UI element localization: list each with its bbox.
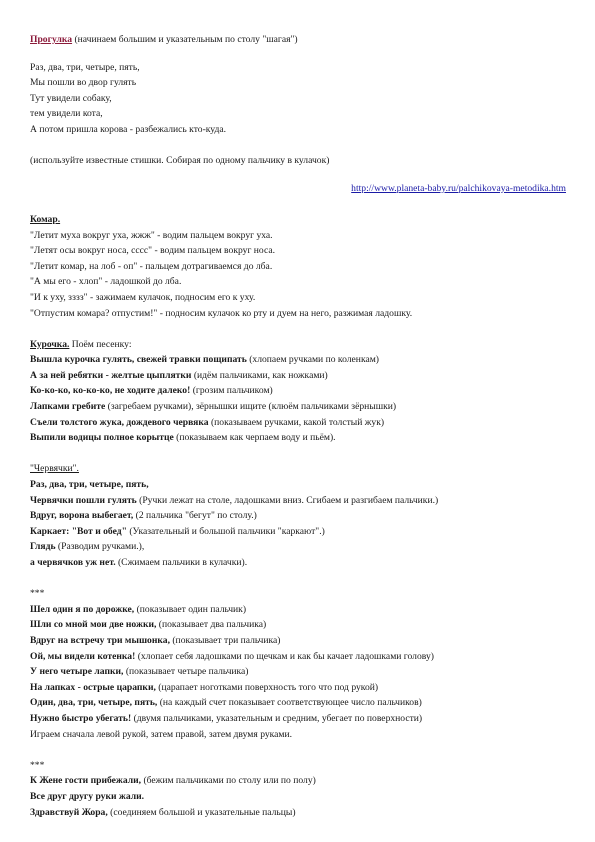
source-link[interactable]: http://www.planeta-baby.ru/palchikovaya-metodika.htm <box>351 182 566 194</box>
path-line: Шли со мной мои две ножки, (показывает два пальчика) <box>30 619 267 631</box>
path-line: Нужно быстро убегать! (двумя пальчиками, указательным и средним, убегает по поверхности) <box>30 712 423 724</box>
hen-line: Лапками гребите (загребаем ручками), зёрнышки ищите (клюём пальчиками зёрнышки) <box>30 401 397 413</box>
mosquito-line: "Летит комар, на лоб - оп" - пальцем дотрагиваемся до лба. <box>30 260 273 272</box>
mosquito-line: "А мы его - хлоп" - ладошкой до лба. <box>30 276 182 288</box>
mosquito-line: "Летят осы вокруг носа, сссс" - водим пальцем вокруг носа. <box>30 245 275 257</box>
section-walk-note: (начинаем большим и указательным по столу "шагая") <box>72 34 298 45</box>
mosquito-line: "Отпустим комара? отпустим!" - подносим кулачок ко рту и дуем на него, разжимая ладошку. <box>30 307 413 319</box>
section-walk-title: Прогулка <box>30 34 73 45</box>
section-guests-heading: *** <box>30 759 45 771</box>
worms-line: а червячков уж нет. (Сжимаем пальчики в кулачки). <box>30 557 248 568</box>
worms-line: Червячки пошли гулять (Ручки лежат на столе, ладошками вниз. Сгибаем и разгибаем пальчики.) <box>30 494 439 506</box>
poem-line: Мы пошли во двор гулять <box>30 77 137 89</box>
poem-line: А потом пришла корова - разбежались кто-куда. <box>30 123 227 135</box>
worms-line: Каркает: "Вот и обед" (Указательный и большой пальчики "каркают".) <box>30 525 325 537</box>
hen-line: Ко-ко-ко, ко-ко-ко, не ходите далеко! (грозим пальчиком) <box>30 385 273 397</box>
path-line: Вдруг на встречу три мышонка, (показывает три пальчика) <box>30 634 281 646</box>
section-hen-heading <box>30 337 570 353</box>
usage-note: (используйте известные стишки. Собирая по одному пальчику в кулачок) <box>30 155 330 167</box>
worms-line: Раз, два, три, четыре, пять, <box>30 479 149 491</box>
worms-line: Глядь (Разводим ручками.), <box>30 541 145 553</box>
guests-line: К Жене гости прибежали, (бежим пальчиками по столу или по полу) <box>30 775 316 787</box>
path-line: На лапках - острые царапки, (царапает ноготками поверхность того что под рукой) <box>30 681 379 693</box>
hen-line: Съели толстого жука, дождевого червяка (показываем ручками, какой толстый жук) <box>30 416 385 428</box>
path-line: Один, два, три, четыре, пять, (на каждый счет показывает соответствующее число пальчиков) <box>30 697 422 709</box>
source-link-row <box>30 181 570 197</box>
section-path-heading: *** <box>30 588 45 600</box>
poem-line: тем увидели кота, <box>30 108 103 120</box>
path-line: Ой, мы видели котенка! (хлопает себя ладошками по щечкам и как бы качает ладошками голову) <box>30 650 434 662</box>
section-hen-subtitle: Поём песенку: <box>69 338 132 350</box>
path-line: Шел один я по дорожке, (показывает один пальчик) <box>30 603 247 615</box>
section-mosquito-title: Комар. <box>30 213 61 225</box>
guests-line: Здравствуй Жора, (соединяем большой и указательные пальцы) <box>30 806 296 818</box>
section-mosquito-heading <box>30 212 570 228</box>
document-page <box>30 32 570 820</box>
section-hen-title: Курочка. <box>30 338 70 350</box>
hen-line: Выпили водицы полное корытце (показываем как черпаем воду и пьём). <box>30 432 336 444</box>
poem-line: Тут увидели собаку, <box>30 92 112 104</box>
hen-line: Вышла курочка гулять, свежей травки пощипать (хлопаем ручками по коленкам) <box>30 354 379 366</box>
section-worms-heading <box>30 461 570 477</box>
mosquito-line: "И к уху, зззз" - зажимаем кулачок, подносим его к уху. <box>30 291 256 303</box>
mosquito-line: "Летит муха вокруг уха, жжж" - водим пальцем вокруг уха. <box>30 229 273 241</box>
worms-line: Вдруг, ворона выбегает, (2 пальчика "бегут" по столу.) <box>30 510 257 522</box>
hen-line: А за ней ребятки - желтые цыплятки (идём пальчиками, как ножками) <box>30 369 328 381</box>
guests-line: Все друг другу руки жали. <box>30 790 145 802</box>
section-worms-title: "Червячки". <box>30 463 79 475</box>
path-line: Играем сначала левой рукой, затем правой, затем двумя руками. <box>30 728 293 740</box>
poem-line: Раз, два, три, четыре, пять, <box>30 61 140 73</box>
path-line: У него четыре лапки, (показывает четыре пальчика) <box>30 666 249 678</box>
section-walk-heading <box>30 32 570 48</box>
